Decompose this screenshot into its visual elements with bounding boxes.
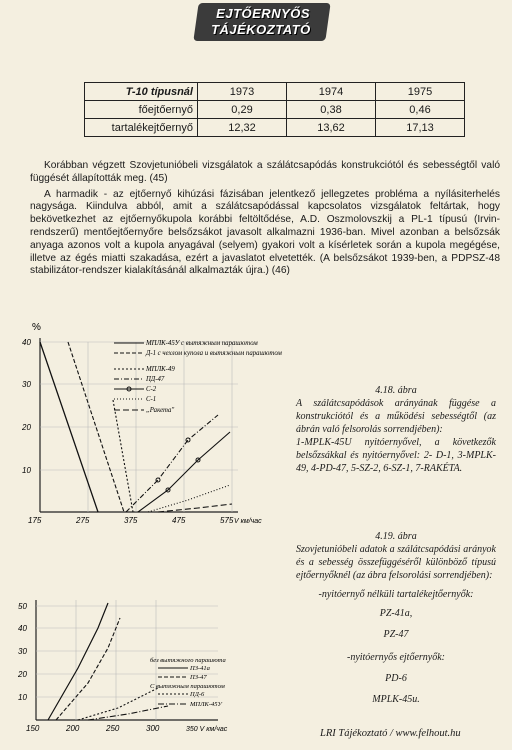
caption-items: 1-MPLK-45U nyitóernyővel, a következők belsőzsákkal és nyitóernyővel: 2- D-1, 3-MPLK-49, 4-PD-47, 5-SZ-2, 6-SZ-1, 7-RAKÉTA. bbox=[296, 437, 496, 474]
y-tick-label: 40 bbox=[18, 624, 27, 633]
table-cell: 12,32 bbox=[198, 119, 287, 137]
footer-credit: LRI Tájékoztató / www.felhout.hu bbox=[320, 728, 461, 739]
x-tick-label: 200 bbox=[66, 724, 80, 733]
y-tick-label: 20 bbox=[22, 423, 31, 432]
group-item: PZ-41a, bbox=[379, 608, 413, 619]
legend-heading: без вытяжного парашюта bbox=[150, 657, 226, 664]
curve-pz47 bbox=[56, 618, 120, 720]
legend-entry: С-1 bbox=[146, 396, 157, 403]
curve-6 bbox=[148, 485, 230, 512]
y-tick-label: 20 bbox=[18, 670, 27, 679]
legend-entry: МПЛК-45У с вытяжным парашютом bbox=[146, 340, 258, 347]
table-cell: 17,13 bbox=[376, 119, 465, 137]
legend-entry: ПД-47 bbox=[146, 376, 165, 383]
curve-7 bbox=[158, 504, 232, 512]
group-heading: -nyitóernyő nélküli tartalékejtőernyők: bbox=[318, 589, 474, 600]
legend-entry: Д-1 с чехлом купола и вытяжным парашютом bbox=[146, 350, 282, 357]
figure-4-18-chart bbox=[8, 320, 282, 525]
group-item: PZ-47 bbox=[383, 629, 409, 640]
y-tick-label: 40 bbox=[22, 338, 31, 347]
caption-text: A szálátcsapódások arányának függése a konstrukciótól és a működési sebességtől (az ábrán való felsorolás sorrendjében): bbox=[296, 398, 496, 435]
x-tick-label: 575 bbox=[220, 516, 234, 525]
body-text bbox=[30, 160, 500, 281]
y-tick-label: 30 bbox=[22, 380, 31, 389]
y-tick-label: 30 bbox=[18, 647, 27, 656]
x-unit-label: V км/час bbox=[234, 518, 262, 525]
table-cell: főejtőernyő bbox=[85, 101, 198, 119]
curve-3 bbox=[113, 400, 133, 512]
y-tick-label: 10 bbox=[22, 466, 31, 475]
table-header-row bbox=[85, 83, 465, 101]
x-tick-label: 175 bbox=[28, 516, 42, 525]
legend-entry: ПЗ-47 bbox=[190, 674, 207, 681]
x-tick-label: 250 bbox=[106, 724, 120, 733]
caption-number: 4.18. ábra bbox=[375, 385, 417, 396]
group-item: MPLK-45u. bbox=[372, 694, 420, 705]
table-row bbox=[85, 101, 465, 119]
x-tick-label: 475 bbox=[172, 516, 186, 525]
group-heading: -nyitóernyős ejtőernyők: bbox=[346, 652, 446, 663]
legend-entry: С-2 bbox=[146, 386, 157, 393]
banner-line-1: EJTŐERNYŐS bbox=[216, 6, 311, 21]
curve-pz41a bbox=[48, 603, 108, 720]
x-tick-label: 300 bbox=[146, 724, 160, 733]
table-header-cell: 1975 bbox=[376, 83, 465, 101]
legend-heading: С вытяжным парашютом bbox=[150, 683, 225, 690]
x-tick-label: 275 bbox=[76, 516, 90, 525]
table-header-cell: 1974 bbox=[287, 83, 376, 101]
caption-4-19 bbox=[296, 530, 496, 706]
x-unit-label: 350 V км/час bbox=[186, 726, 228, 733]
group-item: PD-6 bbox=[385, 673, 407, 684]
table-cell: 13,62 bbox=[287, 119, 376, 137]
legend-entry: ПД-6 bbox=[190, 691, 205, 698]
legend-entry: ПЗ-41а bbox=[190, 665, 210, 672]
caption-text: Szovjetunióbeli adatok a szálátcsapódási arányok és a sebesség összefüggéséről különböző típusú ejtőernyőknél (az ábra felsorolási sorrendjében): bbox=[296, 544, 496, 581]
table-row bbox=[85, 119, 465, 137]
paragraph: Korábban végzett Szovjetunióbeli vizsgálatok a szálátcsapódás konstrukciótól és sebességtől való függését állapították meg. (45) bbox=[30, 160, 500, 184]
t10-table bbox=[84, 82, 465, 137]
legend-entry: „Ракета" bbox=[146, 407, 175, 414]
y-unit-label: % bbox=[32, 322, 41, 333]
legend-entry: МПЛК-45У bbox=[190, 701, 222, 708]
y-tick-label: 50 bbox=[18, 602, 27, 611]
table-cell: tartalékejtőernyő bbox=[85, 119, 198, 137]
table-cell: 0,46 bbox=[376, 101, 465, 119]
table-cell: 0,29 bbox=[198, 101, 287, 119]
figure-4-19-chart bbox=[8, 588, 268, 738]
banner-line-2: TÁJÉKOZTATÓ bbox=[211, 22, 311, 37]
table-cell: 0,38 bbox=[287, 101, 376, 119]
paragraph: A harmadik - az ejtőernyő kihúzási fázisában jelentkező jellegzetes probléma a nyílásiterhelés nagysága. Kiindulva abból, amit a szálátcsapódással kapcsolatos vizsgálatok feltártak, hogy bekövetkezhet az ejtőernyőkupola korábbi feltöltődése, A.D. Oszmolovszkij a PL-1 típusú (Irvin-rendszerű) mentőejtőernyőre belsőzsákot javasolt alkalmazni 1936-ban. Mivel azonban a belsőzsák anyaga azonos volt a kupola anyagával (selyem) gyakori volt a kísérletek során a kupola megégése, illetve az égés miatti szakadása, ezért a javaslatot elvetették. (A belsőzsákot 1939-ben, a PDPSZ-48 stabilizátor-rendszer kialakításánál alkalmazták újra.) (46) bbox=[30, 188, 500, 277]
header-banner bbox=[193, 3, 330, 41]
x-tick-label: 150 bbox=[26, 724, 40, 733]
y-tick-label: 10 bbox=[18, 693, 27, 702]
caption-number: 4.19. ábra bbox=[375, 531, 417, 542]
x-tick-label: 375 bbox=[124, 516, 138, 525]
legend-entry: МПЛК-49 bbox=[146, 366, 175, 373]
caption-4-18 bbox=[296, 384, 496, 475]
table-header-cell: 1973 bbox=[198, 83, 287, 101]
table-header-cell: T-10 típusnál bbox=[85, 83, 198, 101]
curve-4 bbox=[126, 415, 218, 512]
